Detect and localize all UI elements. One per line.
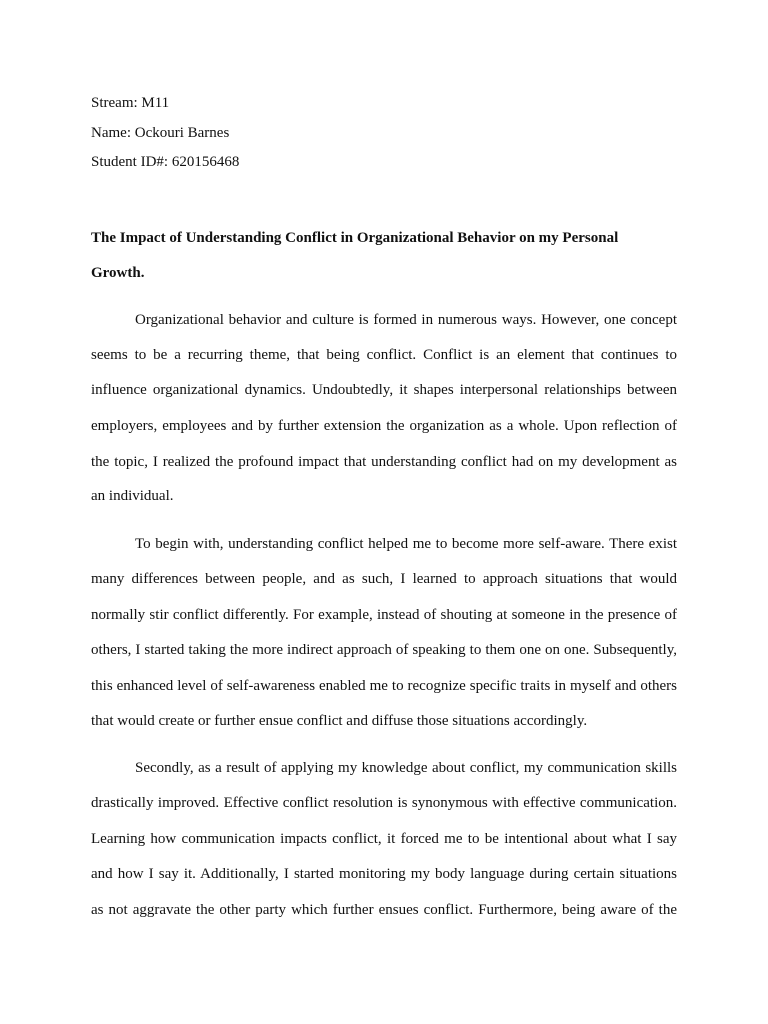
paragraph-3-line-3: Learning how communication impacts conflict, it forced me to be intentional about what I say xyxy=(91,831,677,847)
paragraph-2-line-3: normally stir conflict differently. For example, instead of shouting at someone in the presence of xyxy=(91,607,677,623)
paragraph-2-line-4: others, I started taking the more indirect approach of speaking to them one on one. Subsequently, xyxy=(91,642,677,658)
paragraph-3-line-2: drastically improved. Effective conflict resolution is synonymous with effective communication. xyxy=(91,795,677,811)
student-name-line: Name: Ockouri Barnes xyxy=(91,125,230,141)
essay-title-line-1: The Impact of Understanding Conflict in Organizational Behavior on my Personal xyxy=(91,230,619,246)
paragraph-1-line-4: employers, employees and by further extension the organization as a whole. Upon reflection of xyxy=(91,418,677,434)
paragraph-1-line-3: influence organizational dynamics. Undoubtedly, it shapes interpersonal relationships between xyxy=(91,382,677,398)
paragraph-3-line-1: Secondly, as a result of applying my knowledge about conflict, my communication skills xyxy=(135,760,677,776)
paragraph-1-line-5: the topic, I realized the profound impact that understanding conflict had on my development as xyxy=(91,454,677,470)
paragraph-1-line-2: seems to be a recurring theme, that being conflict. Conflict is an element that continues to xyxy=(91,347,677,363)
paragraph-3-line-5: as not aggravate the other party which further ensues conflict. Furthermore, being aware of the xyxy=(91,902,677,918)
paragraph-3-line-4: and how I say it. Additionally, I started monitoring my body language during certain situations xyxy=(91,866,677,882)
student-id-line: Student ID#: 620156468 xyxy=(91,154,240,170)
paragraph-2-line-2: many differences between people, and as such, I learned to approach situations that would xyxy=(91,571,677,587)
paragraph-2-line-5: this enhanced level of self-awareness enabled me to recognize specific traits in myself and others xyxy=(91,678,677,694)
stream-line: Stream: M11 xyxy=(91,95,170,111)
paragraph-1-line-1: Organizational behavior and culture is formed in numerous ways. However, one concept xyxy=(135,312,677,328)
paragraph-2-line-1: To begin with, understanding conflict helped me to become more self-aware. There exist xyxy=(135,536,677,552)
paragraph-1-line-6: an individual. xyxy=(91,488,174,504)
essay-title-line-2: Growth. xyxy=(91,265,145,281)
paragraph-2-line-6: that would create or further ensue conflict and diffuse those situations accordingly. xyxy=(91,713,588,729)
